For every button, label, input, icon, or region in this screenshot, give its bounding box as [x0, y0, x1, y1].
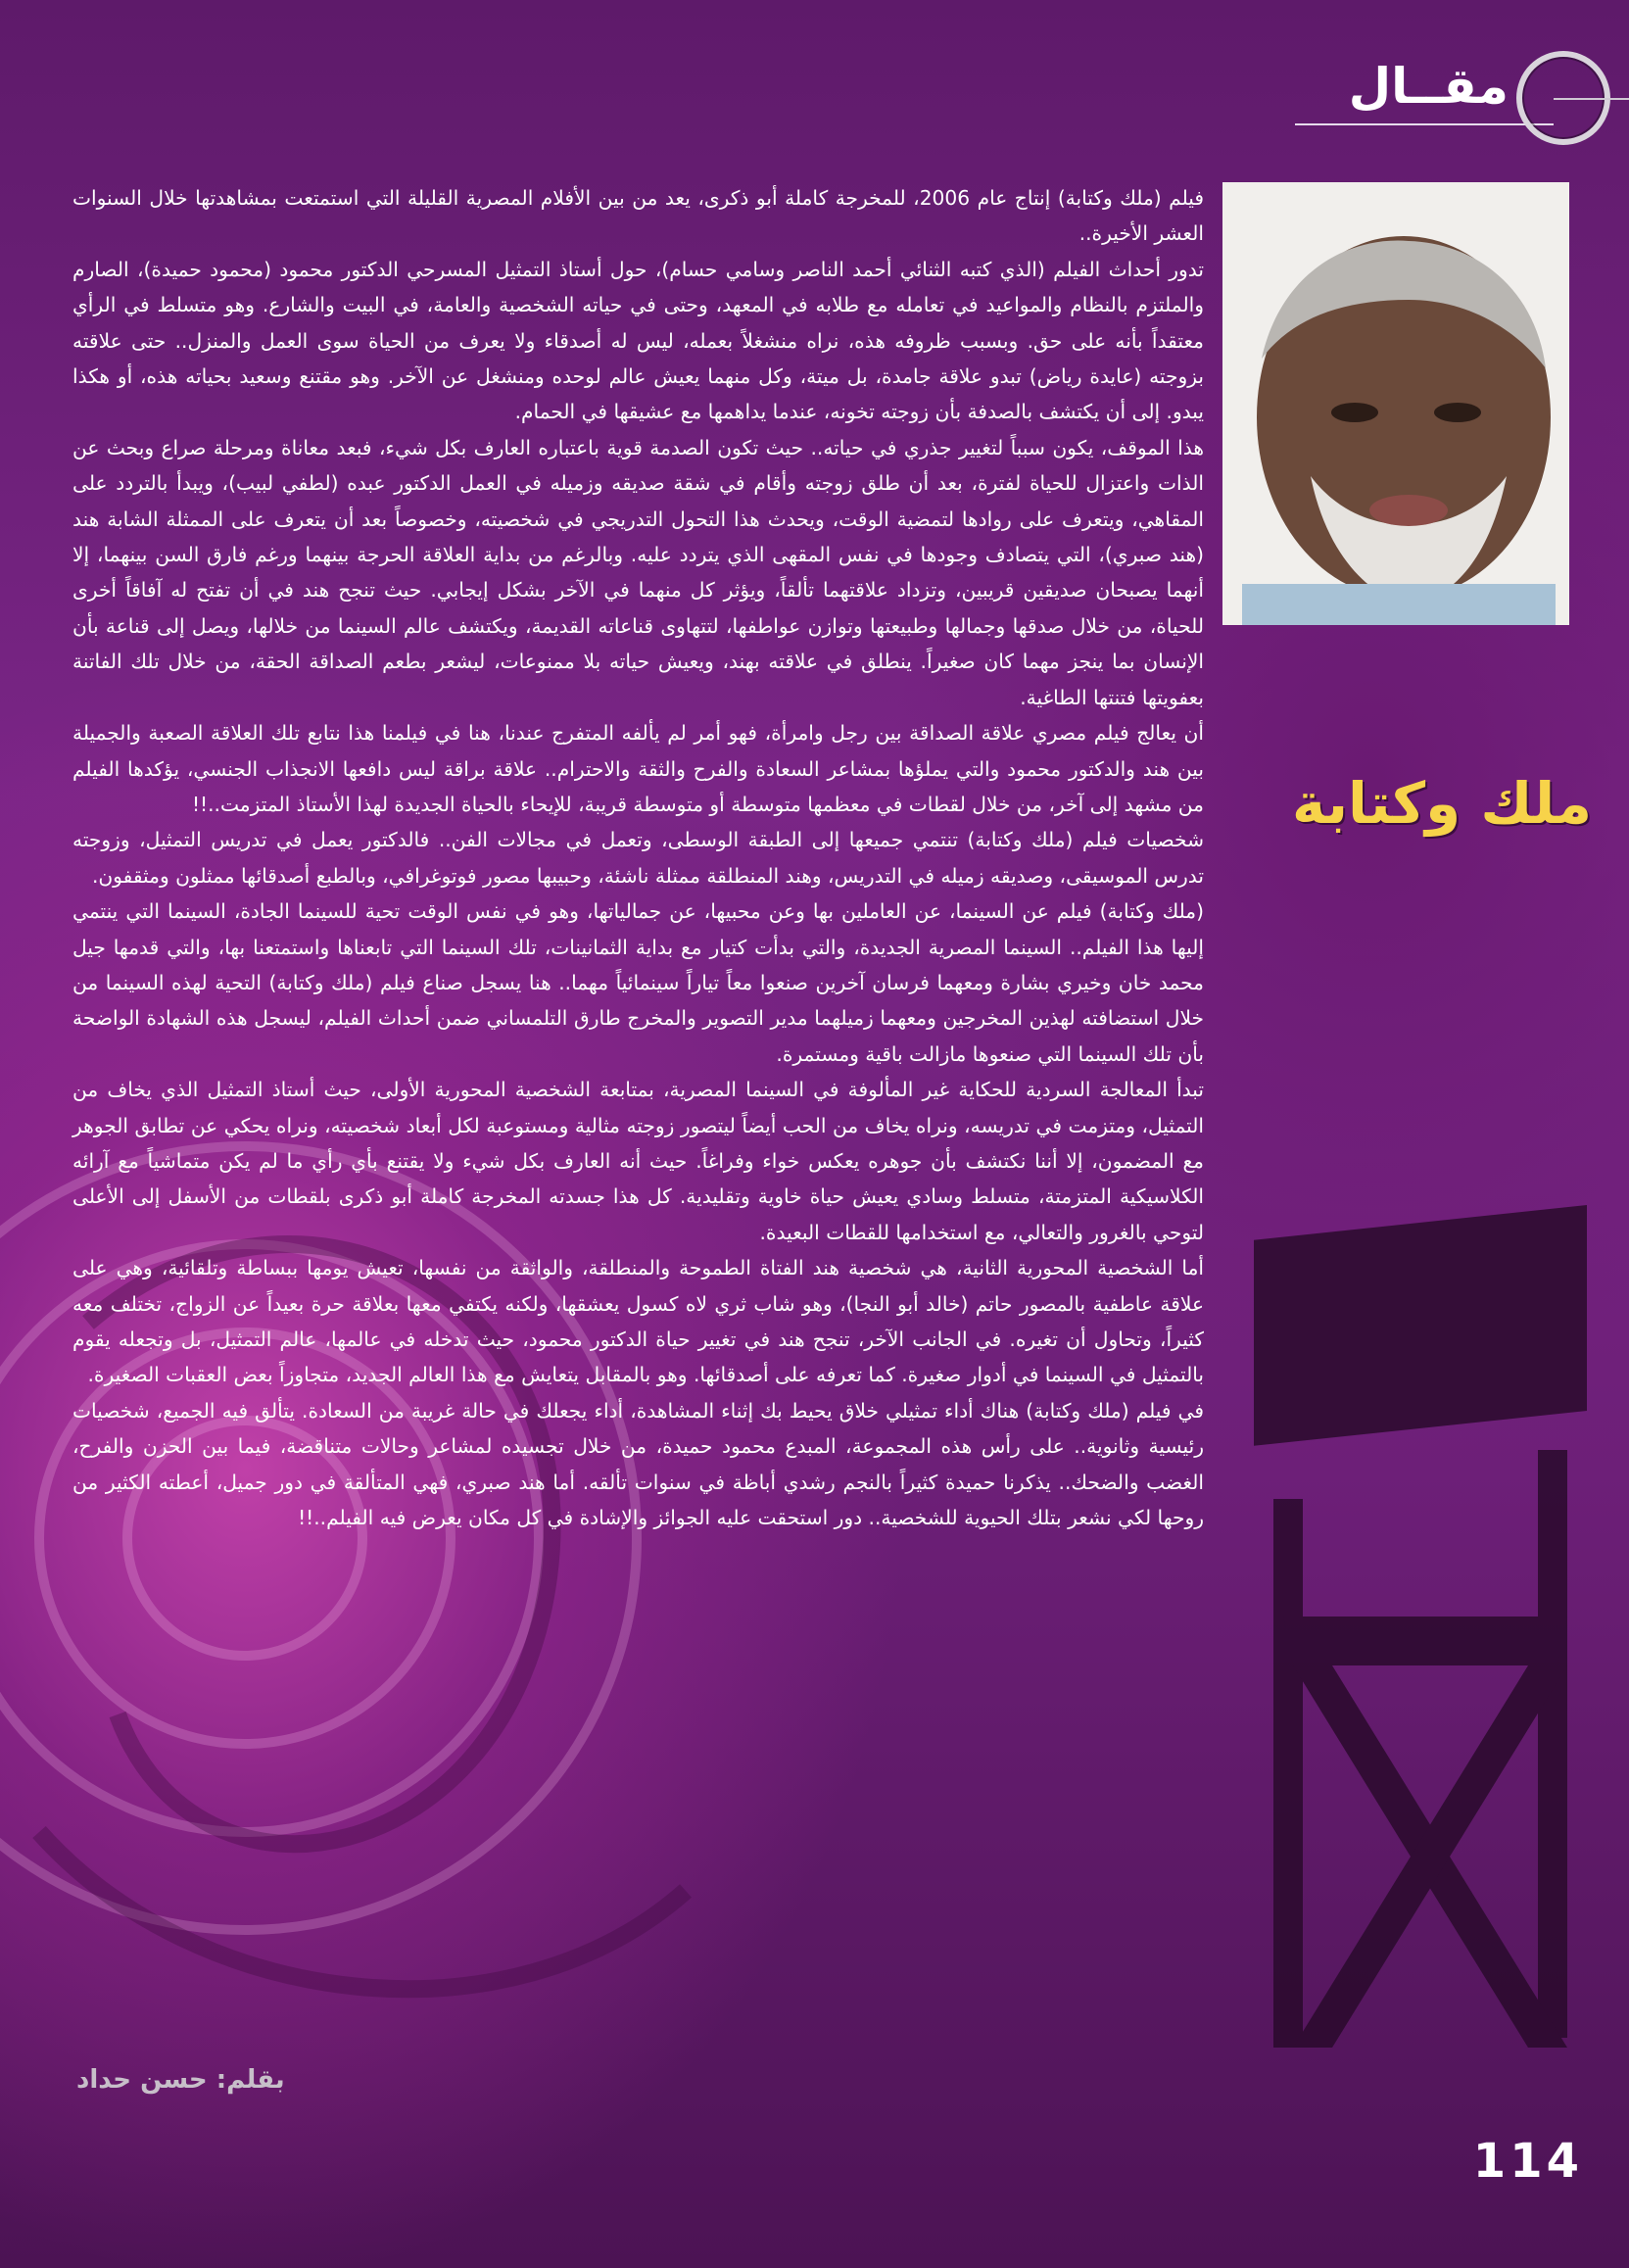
article-body — [72, 180, 1204, 1535]
article-title: ملك وكتابة — [1292, 770, 1592, 837]
article-paragraph: هذا الموقف، يكون سبباً لتغيير جذري في حياته.. حيث تكون الصدمة قوية باعتباره العارف بكل شيء، فبعد معاناة ومرحلة صراع وبحث عن الذات واعتزال للحياة لفترة، بعد أن طلق زوجته وأقام في شقة صديقه وزميله في العمل الدكتور عبده (لطفي لبيب)، ويبدأ بالتردد على المقاهي، ويتعرف على روادها لتمضية الوقت، ويحدث هذا التحول التدريجي في شخصيته، وخصوصاً بعد أن يتعرف على الممثلة الشابة هند (هند صبري)، التي يتصادف وجودها في نفس المقهى الذي يتردد عليه. وبالرغم من بداية العلاقة الحرجة بينهما ورغم فارق السن بينهما، إلا أنهما يصبحان صديقين قريبين، وتزداد علاقتهما تألقاً، ويؤثر كل منهما في الآخر بشكل إيجابي. حيث تنجح هند في أن تفتح له آفاقاً أخرى للحياة، من خلال صدقها وجمالها وطبيعتها وتوازن عواطفها، لتتهاوى قناعاته القديمة، ويكتشف عالم السينما من خلالها، ويصل إلى قناعة بأن الإنسان بما ينجز مهما كان صغيراً. ينطلق في علاقته بهند، ويعيش حياته بلا ممنوعات، ليشعر بطعم الصداقة الحقة، من خلال تلك الفاتنة بعفويتها فتنتها الطاغية. — [72, 435, 1204, 709]
header-divider — [1295, 123, 1554, 125]
author-portrait-photo — [1222, 182, 1569, 625]
section-label: مقــال — [1348, 58, 1509, 115]
article-paragraph: فيلم (ملك وكتابة) إنتاج عام 2006، للمخرجة كاملة أبو ذكرى، يعد من بين الأفلام المصرية القليلة التي استمتعت بمشاهدتها خلال السنوات العشر الأخيرة.. — [72, 186, 1204, 246]
article-paragraph: أن يعالج فيلم مصري علاقة الصداقة بين رجل وامرأة، فهو أمر لم يألفه المتفرج عندنا، هنا في فيلمنا هذا نتابع تلك العلاقة الصعبة والجميلة بين هند والدكتور محمود والتي يملؤها بمشاعر السعادة والفرح والثقة والاحترام.. علاقة براقة ليس دافعها الانجذاب الجنسي، يؤكدها الفيلم من مشهد إلى آخر، من خلال لقطات في معظمها متوسطة أو متوسطة قريبة، للإيحاء بالحياة الجديدة لهذا الأستاذ المتزمت..!! — [72, 721, 1204, 816]
article-paragraph: تبدأ المعالجة السردية للحكاية غير المألوفة في السينما المصرية، بمتابعة الشخصية المحورية الأولى، حيث أستاذ التمثيل الذي يخاف من التمثيل، ومتزمت في تدريسه، ونراه يخاف من الحب أيضاً ليتصور زوجته مثالية ومستوعبة لكل أبعاد شخصيته، ونراه يحكي عن تطابق الجوهر مع المضمون، إلا أننا نكتشف بأن جوهره يعكس خواء وفراغاً. حيث أنه العارف بكل شيء ولا يقتنع بأي رأي ما لم يكن متماشياً مع آرائه الكلاسيكية المتزمتة، متسلط وسادي يعيش حياة خاوية وتقليدية. كل هذا جسدته المخرجة كاملة أبو ذكرى بلقطات من الأسفل إلى الأعلى لتوحي بالغرور والتعالي، مع استخدامها للقطات البعيدة. — [72, 1078, 1204, 1244]
page-number: 114 — [1472, 2134, 1583, 2189]
article-paragraph: (ملك وكتابة) فيلم عن السينما، عن العاملين بها وعن محبيها، عن جمالياتها، وهو في نفس الوقت تحية للسينما الجادة، السينما التي ينتمي إليها هذا الفيلم.. السينما المصرية الجديدة، والتي بدأت كتيار مع بداية الثمانينات، تلك السينما التي تابعناها واستمتعنا بها، والتي قدمها جيل محمد خان وخيري بشارة ومعهما فرسان آخرين صنعوا معاً تياراً سينمائياً مهما.. هنا يسجل صناع فيلم (ملك وكتابة) التحية لهذه السينما من خلال استضافته لهذين المخرجين ومعهما زميلهما مدير التصوير والمخرج طارق التلمساني ضمن أحداث الفيلم، ليسجل هذه الشهادة الواضحة بأن تلك السينما التي صنعوها مازالت باقية ومستمرة. — [72, 899, 1204, 1066]
ring-line — [1554, 98, 1629, 100]
article-paragraph: تدور أحداث الفيلم (الذي كتبه الثنائي أحمد الناصر وسامي حسام)، حول أستاذ التمثيل المسرحي الدكتور محمود (محمود حميدة)، الصارم والملتزم بالنظام والمواعيد في تعامله مع طلابه في المعهد، وحتى في حياته الشخصية والعامة، في البيت والشارع. وهو متسلط في الرأي معتقداً بأنه على حق. وبسبب ظروفه هذه، نراه منشغلاً بعمله، ليس له أصدقاء ولا يعرف من الحياة سوى العمل والمنزل.. حتى علاقته بزوجته (عايدة رياض) تبدو علاقة جامدة، بل ميتة، وكل منهما يعيش عالم لوحده ومنشغل عن الآخر. وهو مقتنع وسعيد بحياته هذه، أو هكذا يبدو. إلى أن يكتشف بالصدفة بأن زوجته تخونه، عندما يداهمها مع عشيقها في الحمام. — [72, 257, 1204, 424]
article-paragraph: أما الشخصية المحورية الثانية، هي شخصية هند الفتاة الطموحة والمنطلقة، والواثقة من نفسها، تعيش يومها ببساطة وتلقائية، وهي على علاقة عاطفية بالمصور حاتم (خالد أبو النجا)، وهو شاب ثري لاه كسول يعشقها، ولكنه يكتفي معها بعلاقة حرة بعيداً عن الزواج، تختلف معه كثيراً، وتحاول أن تغيره. في الجانب الآخر، تنجح هند في تغيير حياة الدكتور محمود، حيث تدخله في عالمها، عالم التمثيل، بل وتجعله يقوم بالتمثيل في السينما في أدوار صغيرة. كما تعرفه على أصدقائها. وهو بالمقابل يتعايش مع هذا العالم الجديد، متجاوزاً بعض العقبات الصغيرة. — [72, 1256, 1204, 1387]
director-chair-graphic — [1215, 1205, 1629, 2087]
article-paragraph: شخصيات فيلم (ملك وكتابة) تنتمي جميعها إلى الطبقة الوسطى، وتعمل في مجالات الفن.. فالدكتور يعمل في تدريس التمثيل، وزوجته تدرس الموسيقى، وصديقه زميله في التدريس، وهند المنطلقة ممثلة ناشئة، وحبيبها مصور فوتوغرافي، وبالطبع أصدقائها ممثلون ومثقفون. — [72, 828, 1204, 888]
author-byline: بقلم: حسن حداد — [76, 2065, 285, 2095]
article-paragraph: في فيلم (ملك وكتابة) هناك أداء تمثيلي خلاق يحيط بك إثناء المشاهدة، أداء يجعلك في حالة غريبة من السعادة. يتألق فيه الجميع، شخصيات رئيسية وثانوية.. على رأس هذه المجموعة، المبدع محمود حميدة، من خلال تجسيده لمشاعر وحالات متناقضة، فيما بين الحزن والفرح، الغضب والضحك.. يذكرنا حميدة كثيراً بالنجم رشدي أباظة في سنوات تألقه. أما هند صبري، فهي المتألقة في دور جميل، أعطته الكثير من روحها لكي نشعر بتلك الحيوية للشخصية.. دور استحقت عليه الجوائز والإشادة في كل مكان يعرض فيه الفيلم..!! — [72, 1398, 1204, 1530]
